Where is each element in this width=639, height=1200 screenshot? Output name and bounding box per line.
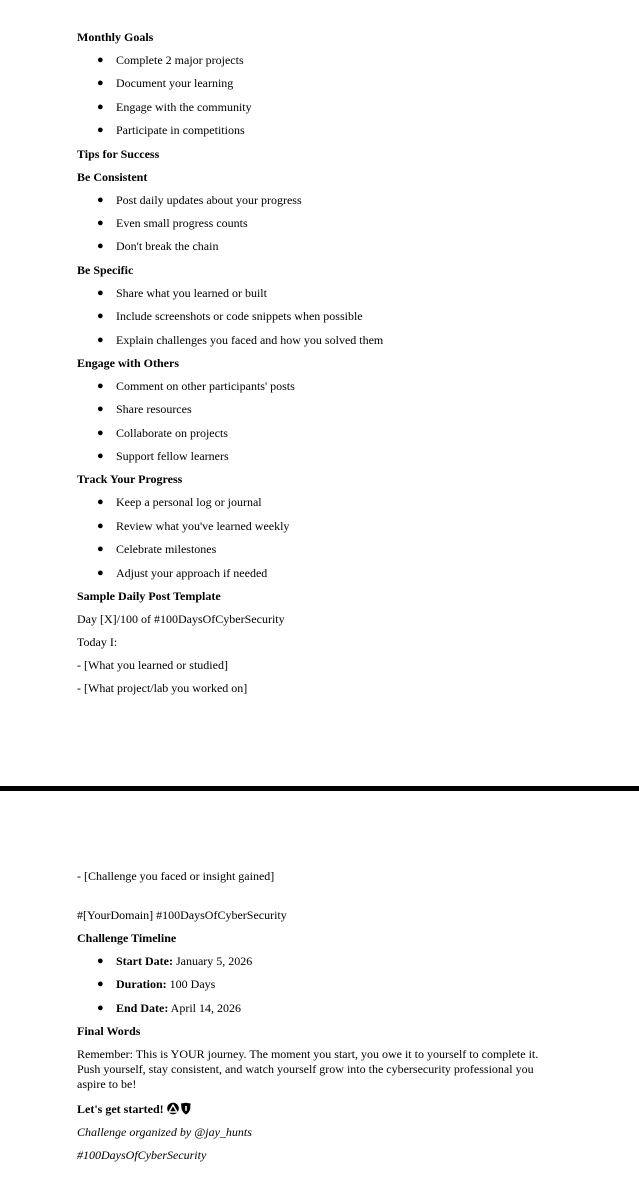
bullet-icon: ● bbox=[97, 519, 104, 532]
list-item: ● Complete 2 major projects bbox=[97, 53, 244, 67]
bullet-icon: ● bbox=[97, 955, 104, 967]
list-item: ● Keep a personal log or journal bbox=[97, 495, 262, 510]
lets-go-line bbox=[77, 1102, 562, 1117]
bullet-icon: ● bbox=[97, 310, 104, 323]
end-date-value: April 14, 2026 bbox=[168, 1000, 242, 1015]
bullet-icon: ● bbox=[97, 54, 104, 66]
list-item: ● Support fellow learners bbox=[97, 449, 229, 464]
monthly-goals-list bbox=[77, 53, 562, 138]
list-item bbox=[77, 1001, 562, 1016]
bullet-icon: ● bbox=[97, 100, 104, 113]
bullet-icon: ● bbox=[97, 403, 104, 416]
lets-go-text: Let's get started! bbox=[77, 1102, 164, 1117]
list-item: ● Share what you learned or built bbox=[97, 285, 267, 300]
bullet-icon: ● bbox=[97, 333, 104, 346]
monthly-goals-heading: Monthly Goals bbox=[77, 30, 154, 44]
mountain-icon bbox=[167, 1102, 191, 1115]
start-date-value: January 5, 2026 bbox=[172, 954, 253, 968]
be-specific-list bbox=[77, 286, 562, 348]
engage-heading: Engage with Others bbox=[77, 355, 179, 370]
bullet-icon: ● bbox=[97, 566, 104, 579]
document-page-2 bbox=[0, 791, 639, 1200]
list-item: ● Celebrate milestones bbox=[97, 542, 217, 557]
list-item bbox=[77, 977, 562, 992]
bullet-icon: ● bbox=[97, 426, 104, 439]
bullet-icon: ● bbox=[97, 543, 104, 556]
page-1-content bbox=[77, 30, 562, 704]
template-line-project: - [What project/lab you worked on] bbox=[77, 681, 248, 696]
list-item: ● Comment on other participants' posts bbox=[97, 378, 295, 393]
list-item bbox=[77, 954, 562, 969]
list-item: ● Explain challenges you faced and how you solved them bbox=[97, 332, 384, 347]
duration-value: 100 Days bbox=[166, 977, 216, 992]
template-line-challenge: - [Challenge you faced or insight gained] bbox=[77, 869, 275, 883]
tips-heading: Tips for Success bbox=[77, 146, 160, 161]
list-item: ● Collaborate on projects bbox=[97, 425, 228, 440]
template-line-learned: - [What you learned or studied] bbox=[77, 658, 228, 673]
final-words-heading: Final Words bbox=[77, 1024, 141, 1039]
list-item: ● Participate in competitions bbox=[97, 123, 245, 138]
bullet-icon: ● bbox=[97, 286, 104, 299]
list-item: ● Share resources bbox=[97, 402, 192, 417]
list-item: ● Adjust your approach if needed bbox=[97, 565, 268, 580]
list-item: ● Even small progress counts bbox=[97, 215, 248, 230]
emoji-group bbox=[167, 1102, 191, 1115]
list-item: ● Include screenshots or code snippets when possible bbox=[97, 309, 363, 324]
list-item: ● Don't break the chain bbox=[97, 239, 219, 254]
bullet-icon: ● bbox=[97, 77, 104, 90]
spacer bbox=[77, 892, 562, 908]
bullet-icon: ● bbox=[97, 496, 104, 509]
page-2-content bbox=[77, 869, 562, 1171]
organized-by: Challenge organized by @jay_hunts bbox=[77, 1125, 252, 1140]
track-list bbox=[77, 495, 562, 580]
bullet-icon: ● bbox=[97, 978, 104, 991]
final-words-text: Remember: This is YOUR journey. The moment you start, you owe it to yourself to complete it. Push yourself, stay consistent, and watch yourself grow into the cybersecurity professional you aspire to be! bbox=[77, 1047, 539, 1092]
list-item: ● Review what you've learned weekly bbox=[97, 518, 290, 533]
template-line-day: Day [X]/100 of #100DaysOfCyberSecurity bbox=[77, 612, 285, 627]
be-consistent-heading: Be Consistent bbox=[77, 169, 148, 184]
engage-list bbox=[77, 379, 562, 464]
timeline-heading: Challenge Timeline bbox=[77, 931, 177, 945]
hashtag: #100DaysOfCyberSecurity bbox=[77, 1148, 207, 1163]
timeline-list bbox=[77, 954, 562, 1016]
template-line-today: Today I: bbox=[77, 635, 118, 650]
bullet-icon: ● bbox=[97, 379, 104, 392]
bullet-icon: ● bbox=[97, 240, 104, 253]
duration-label: Duration: bbox=[116, 977, 167, 992]
be-consistent-list bbox=[77, 193, 562, 255]
bullet-icon: ● bbox=[97, 193, 104, 206]
end-date-label: End Date: bbox=[116, 1000, 169, 1015]
template-line-tags: #[YourDomain] #100DaysOfCyberSecurity bbox=[77, 908, 287, 922]
list-item: ● Engage with the community bbox=[97, 99, 252, 114]
bullet-icon: ● bbox=[97, 216, 104, 229]
be-specific-heading: Be Specific bbox=[77, 262, 134, 277]
start-date-label: Start Date: bbox=[116, 954, 173, 968]
bullet-icon: ● bbox=[97, 450, 104, 463]
list-item: ● Document your learning bbox=[97, 76, 234, 91]
template-heading: Sample Daily Post Template bbox=[77, 589, 221, 604]
track-heading: Track Your Progress bbox=[77, 472, 183, 487]
bullet-icon: ● bbox=[97, 1001, 104, 1014]
list-item: ● Post daily updates about your progress bbox=[97, 192, 302, 207]
bullet-icon: ● bbox=[97, 124, 104, 137]
